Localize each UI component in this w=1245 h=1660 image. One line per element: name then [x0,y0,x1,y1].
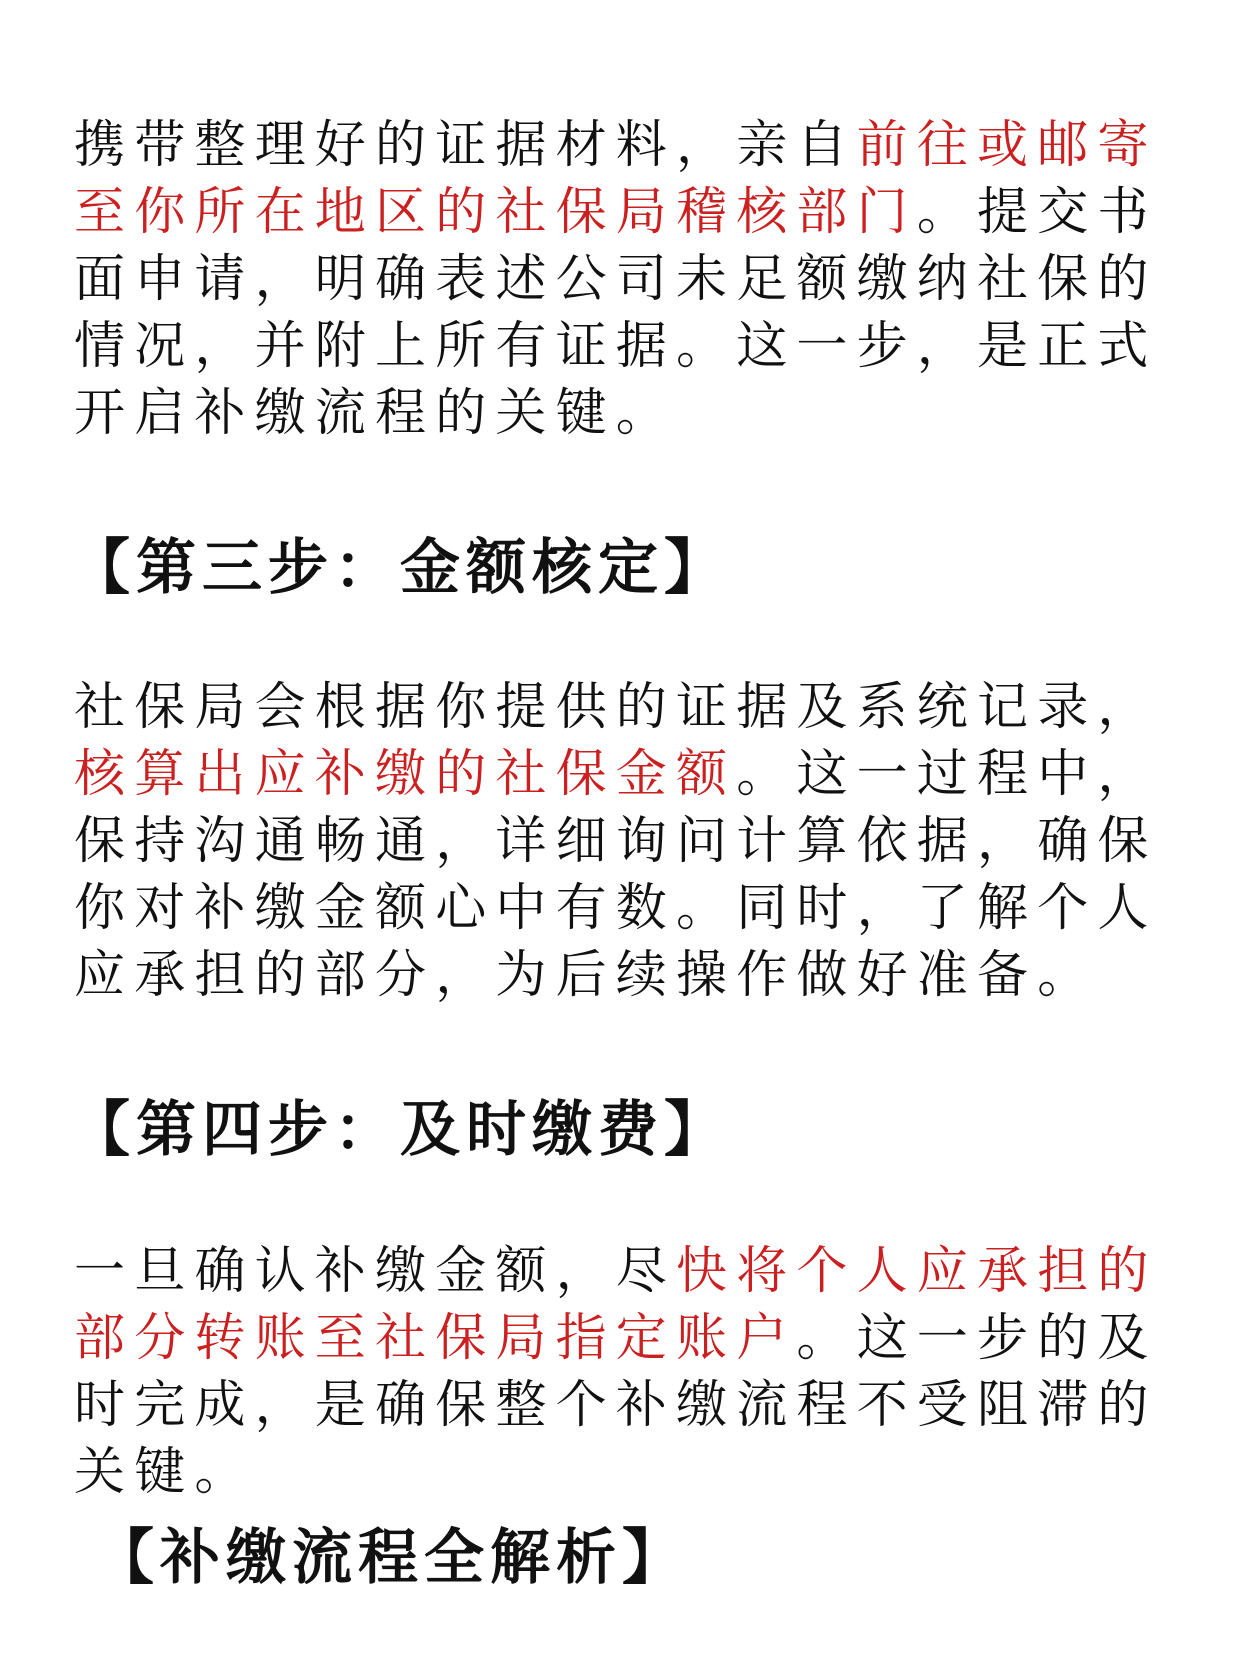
heading-step-three: 【第三步：金额核定】 [70,533,730,603]
paragraph-text: 。提交书面申请，明确表述公司未足额缴纳社保的情况，并附上所有证据。这一步，是正式开启补缴流程的关键。 [74,183,1158,443]
paragraph-text: 携带整理好的证据材料，亲自 [74,116,857,175]
heading-step-four: 【第四步：及时缴费】 [70,1095,730,1165]
paragraph-text: 。这一过程中，保持沟通畅通，详细询问计算依据，确保你对补缴金额心中有数。同时，了解个人应承担的部分，为后续操作做好准备。 [74,745,1158,1005]
paragraph-text: 一旦确认补缴金额，尽 [74,1242,677,1301]
heading-process-analysis: 【补缴流程全解析】 [94,1523,688,1593]
highlight-text: 前往或邮寄至你所在地区的社保局稽核部门 [74,116,1158,242]
highlight-text: 快将个人应承担的部分转账至社保局指定账户 [74,1242,1158,1368]
paragraph-timely-payment [74,1238,1204,1506]
highlight-text: 核算出应补缴的社保金额 [74,745,737,804]
paragraph-text: 。这一步的及时完成，是确保整个补缴流程不受阻滞的关键。 [74,1309,1158,1502]
paragraph-text: 社保局会根据你提供的证据及系统记录， [74,678,1158,737]
paragraph-amount-verification [74,674,1204,1009]
paragraph-submit-application [74,112,1204,447]
